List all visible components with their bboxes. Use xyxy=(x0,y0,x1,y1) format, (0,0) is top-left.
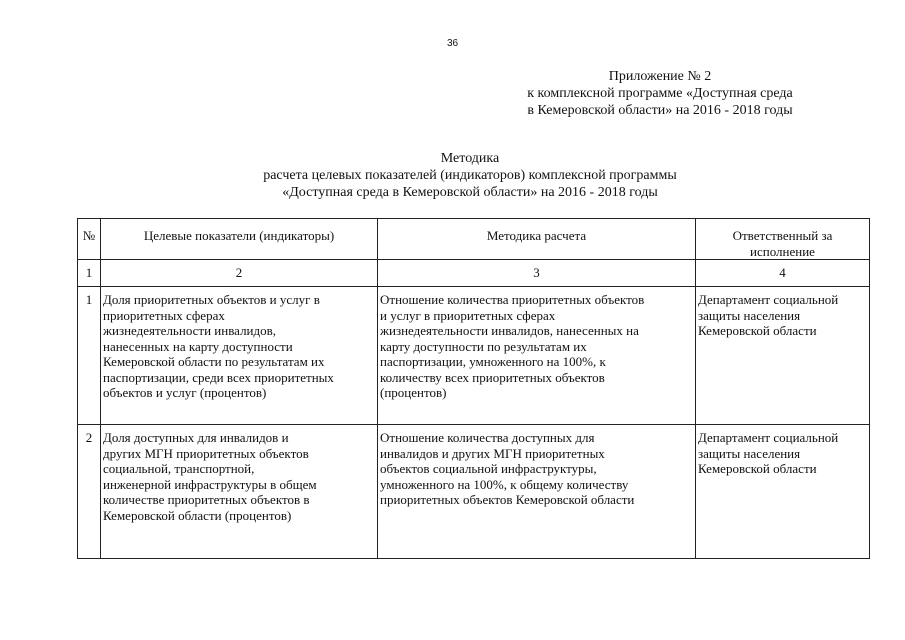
header-responsible-line: Ответственный за xyxy=(732,228,833,243)
row-number: 1 xyxy=(78,287,101,425)
column-number-row xyxy=(78,260,870,287)
appendix-line: Приложение № 2 xyxy=(608,69,712,84)
cell-line: умноженного на 100%, к общему количеству xyxy=(380,476,629,492)
cell-line: защиты населения xyxy=(698,307,801,323)
cell-line: Департамент социальной xyxy=(698,430,839,445)
cell-line: инженерной инфраструктуры в общем xyxy=(103,476,317,492)
appendix-line: в Кемеровской области» на 2016 - 2018 годы xyxy=(527,103,793,118)
table-header-row xyxy=(78,219,870,260)
cell-line: приоритетных сферах xyxy=(103,307,225,323)
table-row xyxy=(78,287,870,425)
header-indicators: Целевые показатели (индикаторы) xyxy=(101,219,378,260)
cell-line: карту доступности по результатам их xyxy=(380,338,587,354)
page-number: 36 xyxy=(446,38,459,49)
indicators-table xyxy=(77,218,870,559)
header-responsible-line: исполнение xyxy=(750,243,815,259)
cell-line: Кемеровской области xyxy=(698,461,817,476)
cell-line: количеству всех приоритетных объектов xyxy=(380,369,605,385)
column-number: 1 xyxy=(78,260,101,287)
cell-line: Кемеровской области xyxy=(698,323,817,338)
cell-line: нанесенных на карту доступности xyxy=(103,338,293,354)
cell-line: приоритетных объектов Кемеровской области xyxy=(380,492,635,507)
cell-line: Доля доступных для инвалидов и xyxy=(103,430,289,445)
table-row xyxy=(78,425,870,559)
cell-line: Отношение количества приоритетных объектов xyxy=(380,292,645,307)
cell-line: жизнедеятельности инвалидов, нанесенных на xyxy=(380,323,639,338)
appendix-header xyxy=(470,68,850,119)
method-cell xyxy=(378,425,696,559)
header-responsible xyxy=(696,219,870,260)
cell-line: Отношение количества доступных для xyxy=(380,430,595,445)
cell-line: объектов социальной инфраструктуры, xyxy=(380,461,597,476)
row-number: 2 xyxy=(78,425,101,559)
indicator-cell xyxy=(101,287,378,425)
title-line: расчета целевых показателей (индикаторов) комплексной программы xyxy=(263,168,677,183)
appendix-line: к комплексной программе «Доступная среда xyxy=(527,86,793,101)
document-title xyxy=(200,150,740,201)
title-line: «Доступная среда в Кемеровской области» на 2016 - 2018 годы xyxy=(282,185,658,200)
cell-line: (процентов) xyxy=(380,385,447,400)
indicator-cell xyxy=(101,425,378,559)
column-number: 4 xyxy=(696,260,870,287)
cell-line: жизнедеятельности инвалидов, xyxy=(103,323,277,338)
cell-line: паспортизации, умноженного на 100%, к xyxy=(380,354,606,369)
title-line: Методика xyxy=(440,151,500,166)
responsible-cell xyxy=(696,287,870,425)
cell-line: и услуг в приоритетных сферах xyxy=(380,307,556,323)
column-number: 2 xyxy=(101,260,378,287)
cell-line: Кемеровской области (процентов) xyxy=(103,507,292,523)
cell-line: объектов и услуг (процентов) xyxy=(103,385,267,400)
cell-line: инвалидов и других МГН приоритетных xyxy=(380,445,605,461)
responsible-cell xyxy=(696,425,870,559)
cell-line: социальной, транспортной, xyxy=(103,461,255,476)
header-num: № xyxy=(78,219,101,260)
cell-line: паспортизации, среди всех приоритетных xyxy=(103,369,334,385)
method-cell xyxy=(378,287,696,425)
cell-line: количестве приоритетных объектов в xyxy=(103,492,310,507)
cell-line: защиты населения xyxy=(698,445,801,461)
cell-line: других МГН приоритетных объектов xyxy=(103,445,309,461)
cell-line: Кемеровской области по результатам их xyxy=(103,354,325,369)
cell-line: Доля приоритетных объектов и услуг в xyxy=(103,292,320,307)
column-number: 3 xyxy=(378,260,696,287)
cell-line: Департамент социальной xyxy=(698,292,839,307)
header-method: Методика расчета xyxy=(378,219,696,260)
